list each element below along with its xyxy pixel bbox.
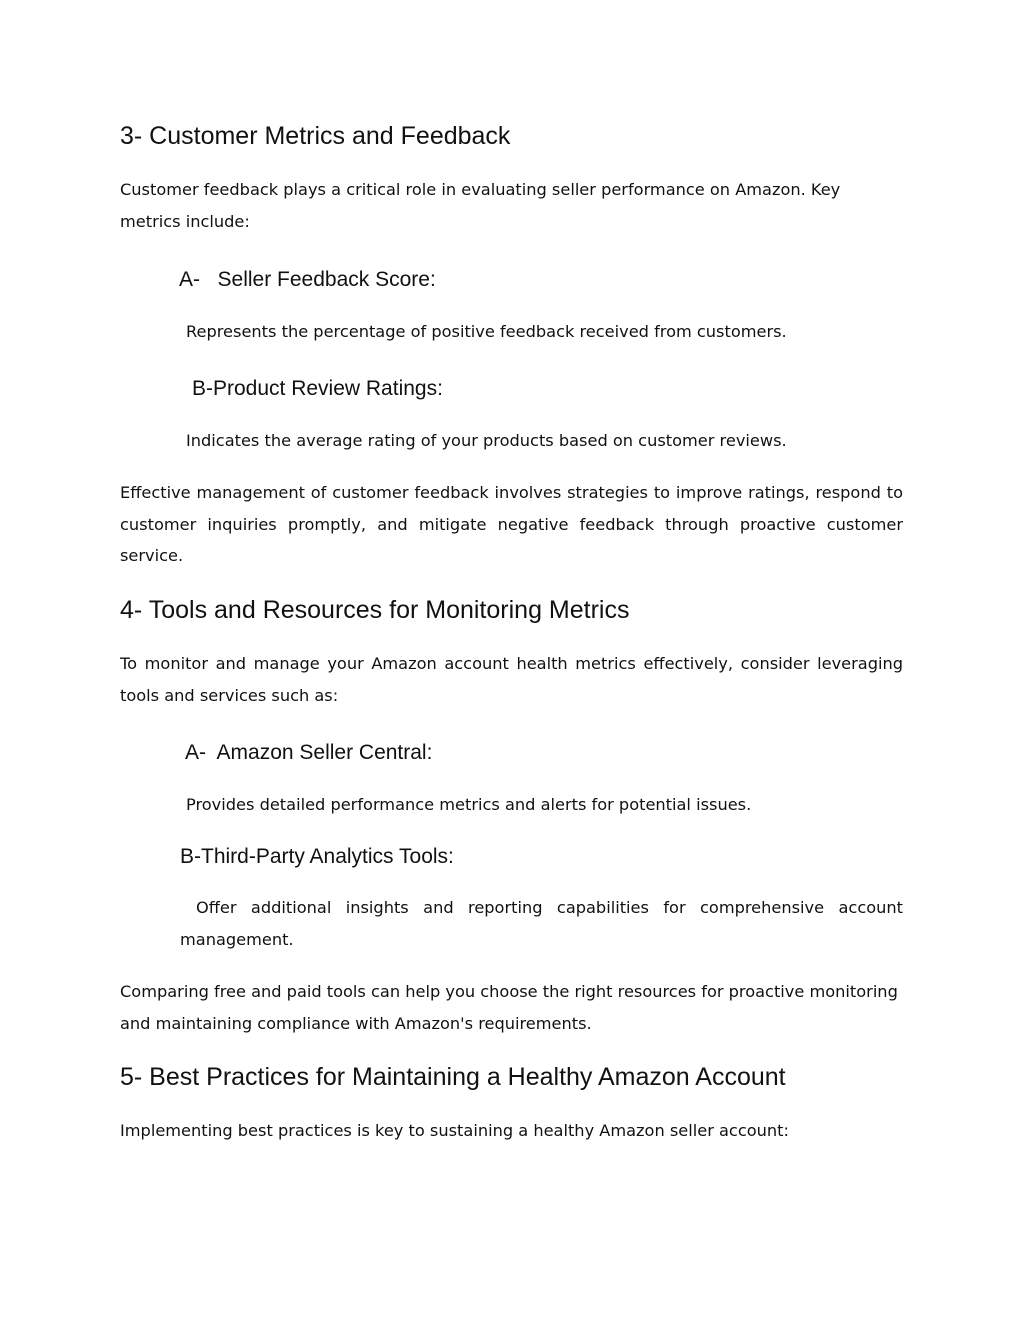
section-3-sub-b-text: Indicates the average rating of your products based on customer reviews. — [186, 431, 787, 450]
section-4-closing: Comparing free and paid tools can help you choose the right resources for proactive monitoring and maintaining compliance with Amazon's requirements. — [120, 982, 898, 1033]
section-4-sub-b-heading: B-Third-Party Analytics Tools: — [180, 845, 454, 868]
section-3-sub-a-heading: A- Seller Feedback Score: — [179, 268, 436, 291]
section-3-intro: Customer feedback plays a critical role in evaluating seller performance on Amazon. Key metrics include: — [120, 180, 841, 231]
section-4-sub-a-text: Provides detailed performance metrics and alerts for potential issues. — [186, 795, 752, 814]
section-3-closing: Effective management of customer feedback involves strategies to improve ratings, respond to customer inquiries promptly, and mitigate negative feedback through proactive customer service. — [120, 483, 903, 565]
section-4-intro: To monitor and manage your Amazon account health metrics effectively, consider leveraging tools and services such as: — [120, 654, 903, 705]
section-4-sub-b-text: Offer additional insights and reporting capabilities for comprehensive account management. — [180, 898, 903, 949]
section-3-sub-a-text: Represents the percentage of positive feedback received from customers. — [186, 322, 787, 341]
section-5-heading: 5- Best Practices for Maintaining a Healthy Amazon Account — [120, 1063, 786, 1091]
section-4-heading: 4- Tools and Resources for Monitoring Metrics — [120, 596, 630, 624]
section-5-intro: Implementing best practices is key to sustaining a healthy Amazon seller account: — [120, 1121, 789, 1140]
section-4-sub-a-heading: A- Amazon Seller Central: — [185, 741, 433, 764]
section-3-heading: 3- Customer Metrics and Feedback — [120, 122, 511, 150]
section-3-sub-b-heading: B-Product Review Ratings: — [192, 377, 443, 400]
